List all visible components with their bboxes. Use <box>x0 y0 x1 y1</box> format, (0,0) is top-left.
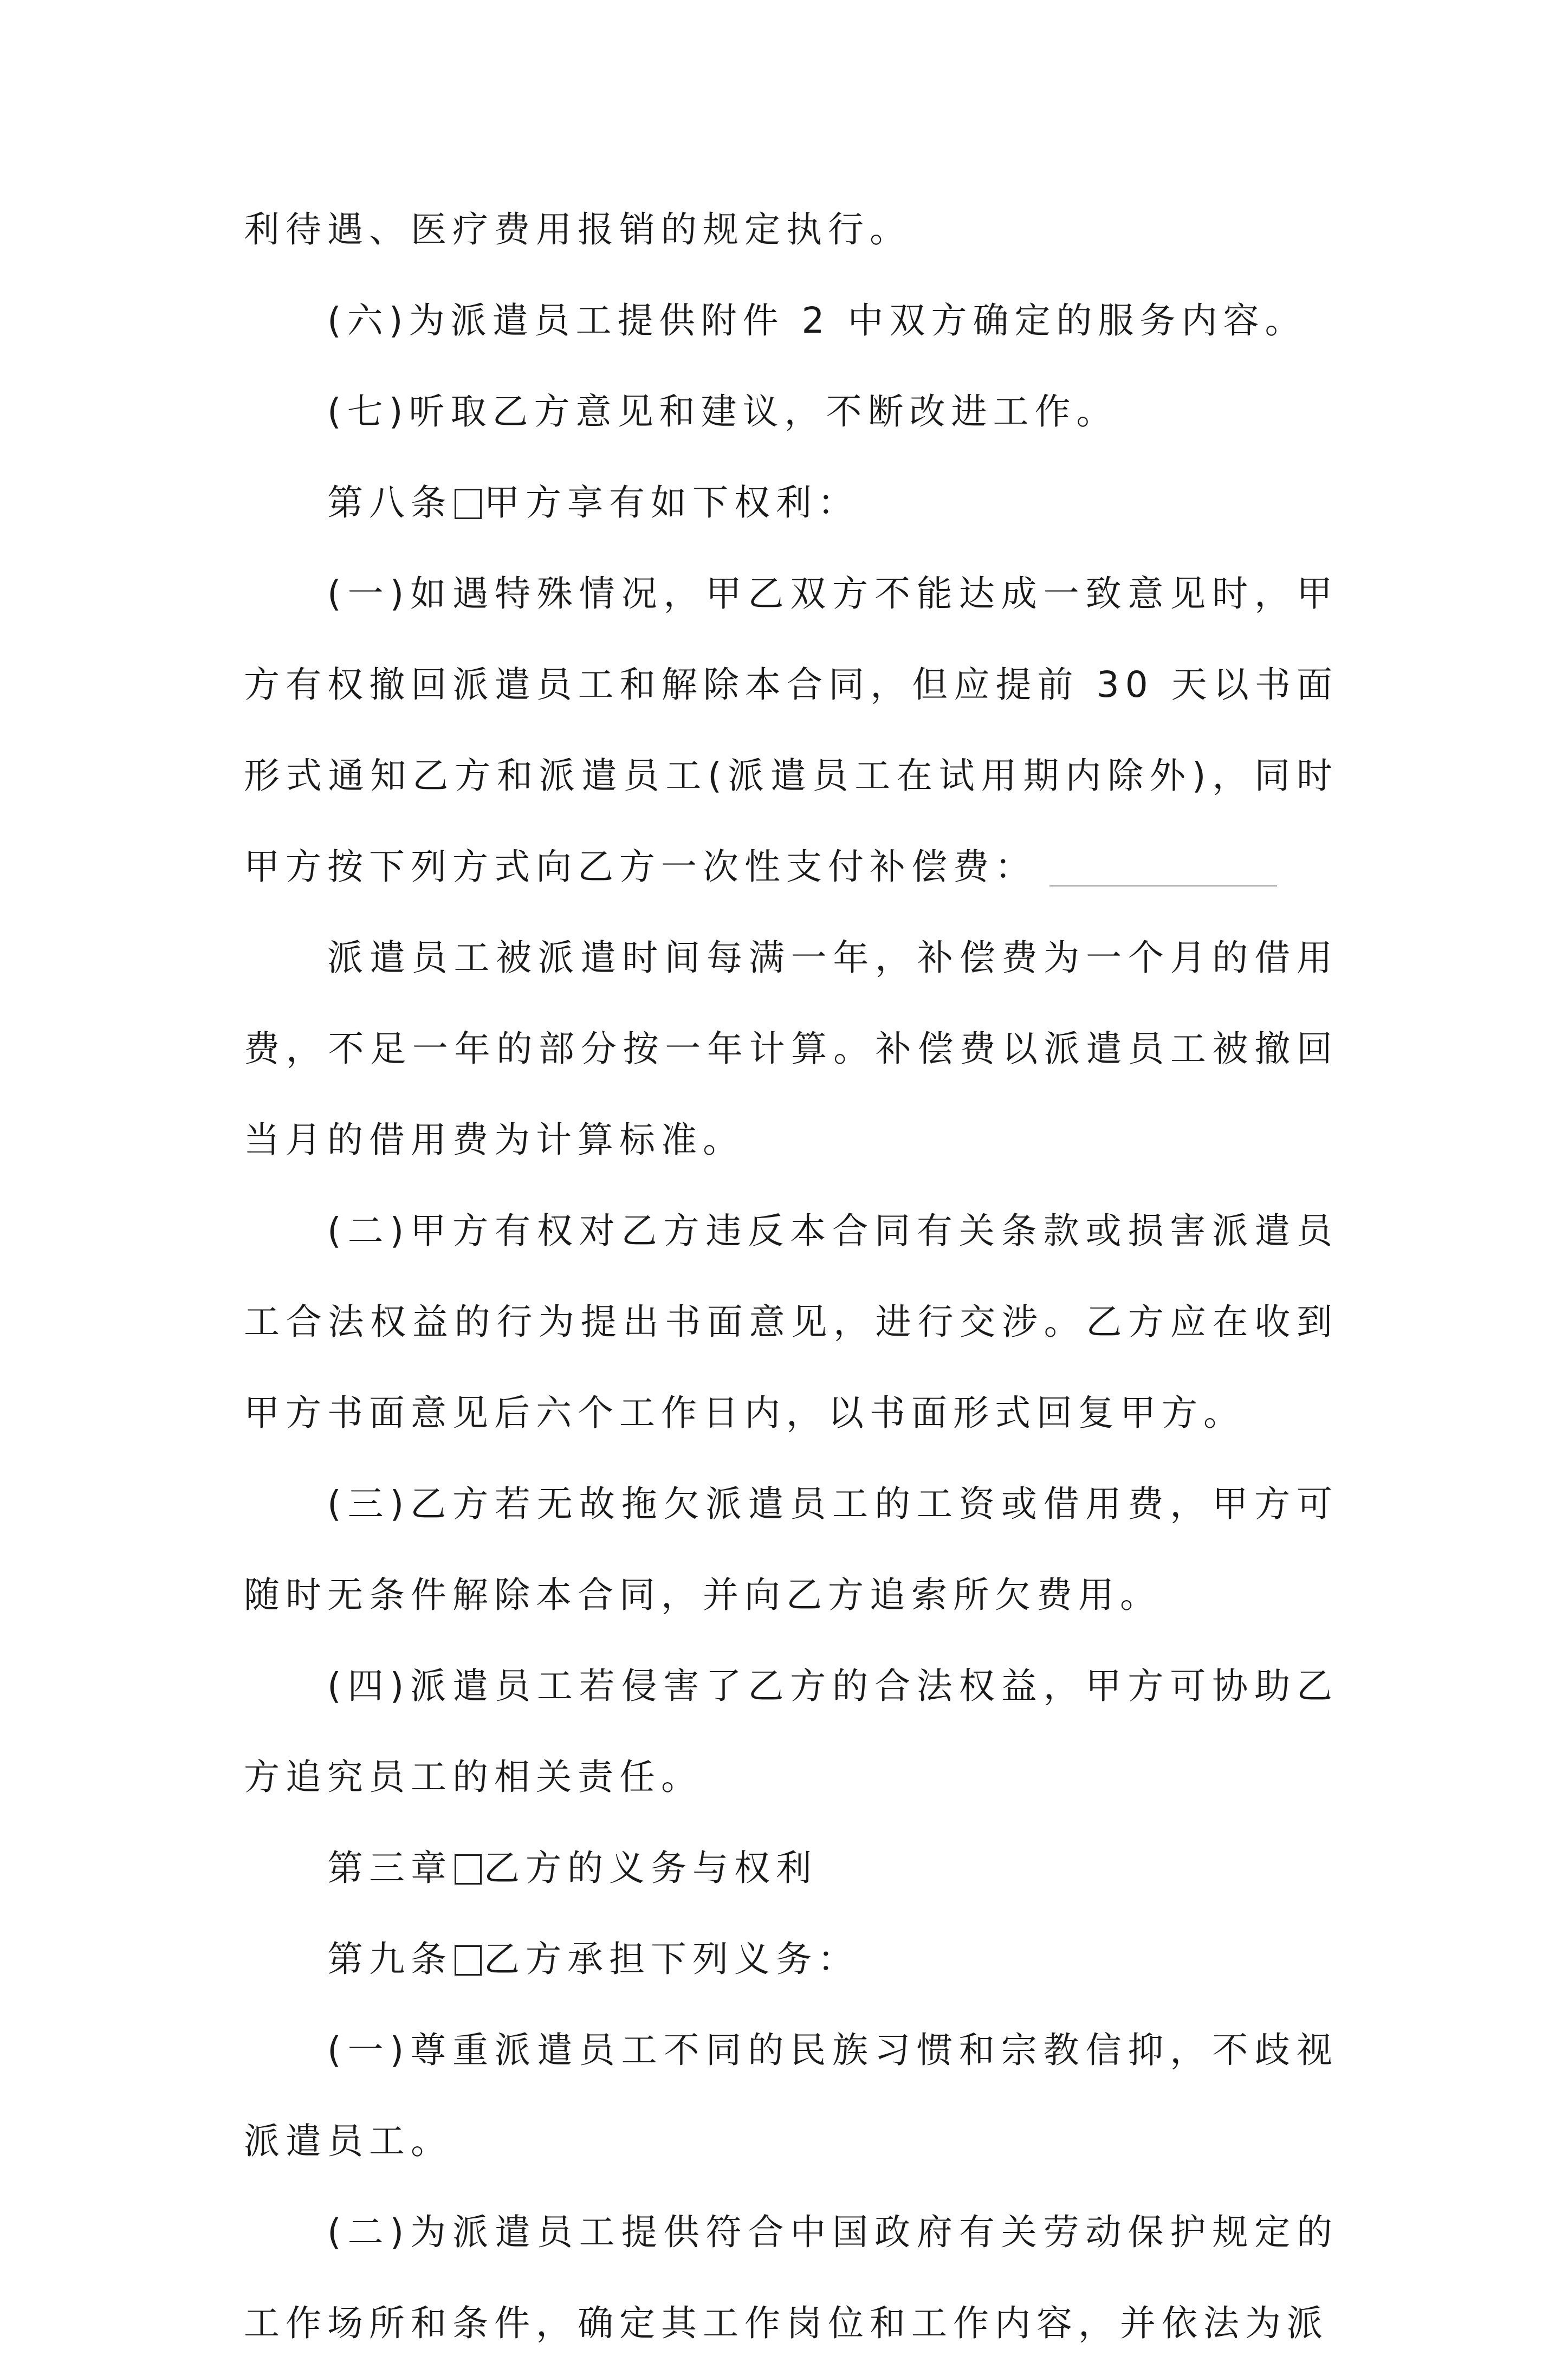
checkbox-glyph <box>455 489 482 519</box>
paragraph-item-7: (七)听取乙方意见和建议，不断改进工作。 <box>327 391 1118 432</box>
paragraph-right-4: (四)派遣员工若侵害了乙方的合法权益，甲方可协助乙方追究员工的相关责任。 <box>244 1665 1338 1798</box>
checkbox-glyph <box>455 1854 482 1885</box>
paragraph-duty-2: (二)为派遣员工提供符合中国政府有关劳动保护规定的工作场所和条件，确定其工作岗位和工作内容，并依法为派 <box>244 2211 1338 2344</box>
article-9-heading: 第九条 乙方承担下列义务： <box>327 1938 859 1980</box>
paragraph-compensation: 派遣员工被派遣时间每满一年，补偿费为一个月的借用费，不足一年的部分按一年计算。补偿费以派遣员工被撤回当月的借用费为计算标准。 <box>244 937 1338 1161</box>
paragraph-right-3: (三)乙方若无故拖欠派遣员工的工资或借用费，甲方可随时无条件解除本合同，并向乙方追索所欠费用。 <box>244 1483 1338 1616</box>
paragraph-duty-1: (一)尊重派遣员工不同的民族习惯和宗教信抑，不歧视派遣员工。 <box>244 2029 1338 2162</box>
chapter-3-heading: 第三章 乙方的义务与权利 <box>327 1847 818 1889</box>
paragraph-continuation: 利待遇、医疗费用报销的规定执行。 <box>244 209 911 250</box>
document-body <box>244 184 1338 2369</box>
paragraph-right-2: (二)甲方有权对乙方违反本合同有关条款或损害派遣员工合法权益的行为提出书面意见，进行交涉。乙方应在收到甲方书面意见后六个工作日内，以书面形式回复甲方。 <box>244 1210 1338 1434</box>
paragraph-right-1: (一)如遇特殊情况，甲乙双方不能达成一致意见时，甲方有权撤回派遣员工和解除本合同，但应提前 30 天以书面形式通知乙方和派遣员工(派遣员工在试用期内除外)，同时甲方按下列方式向乙方一次性支付补偿费： <box>244 573 1338 888</box>
article-8-heading: 第八条 甲方享有如下权利： <box>327 482 859 523</box>
paragraph-item-6: (六)为派遣员工提供附件 2 中双方确定的服务内容。 <box>327 300 1307 341</box>
fill-in-blank <box>1049 885 1277 886</box>
checkbox-glyph <box>455 1945 482 1976</box>
